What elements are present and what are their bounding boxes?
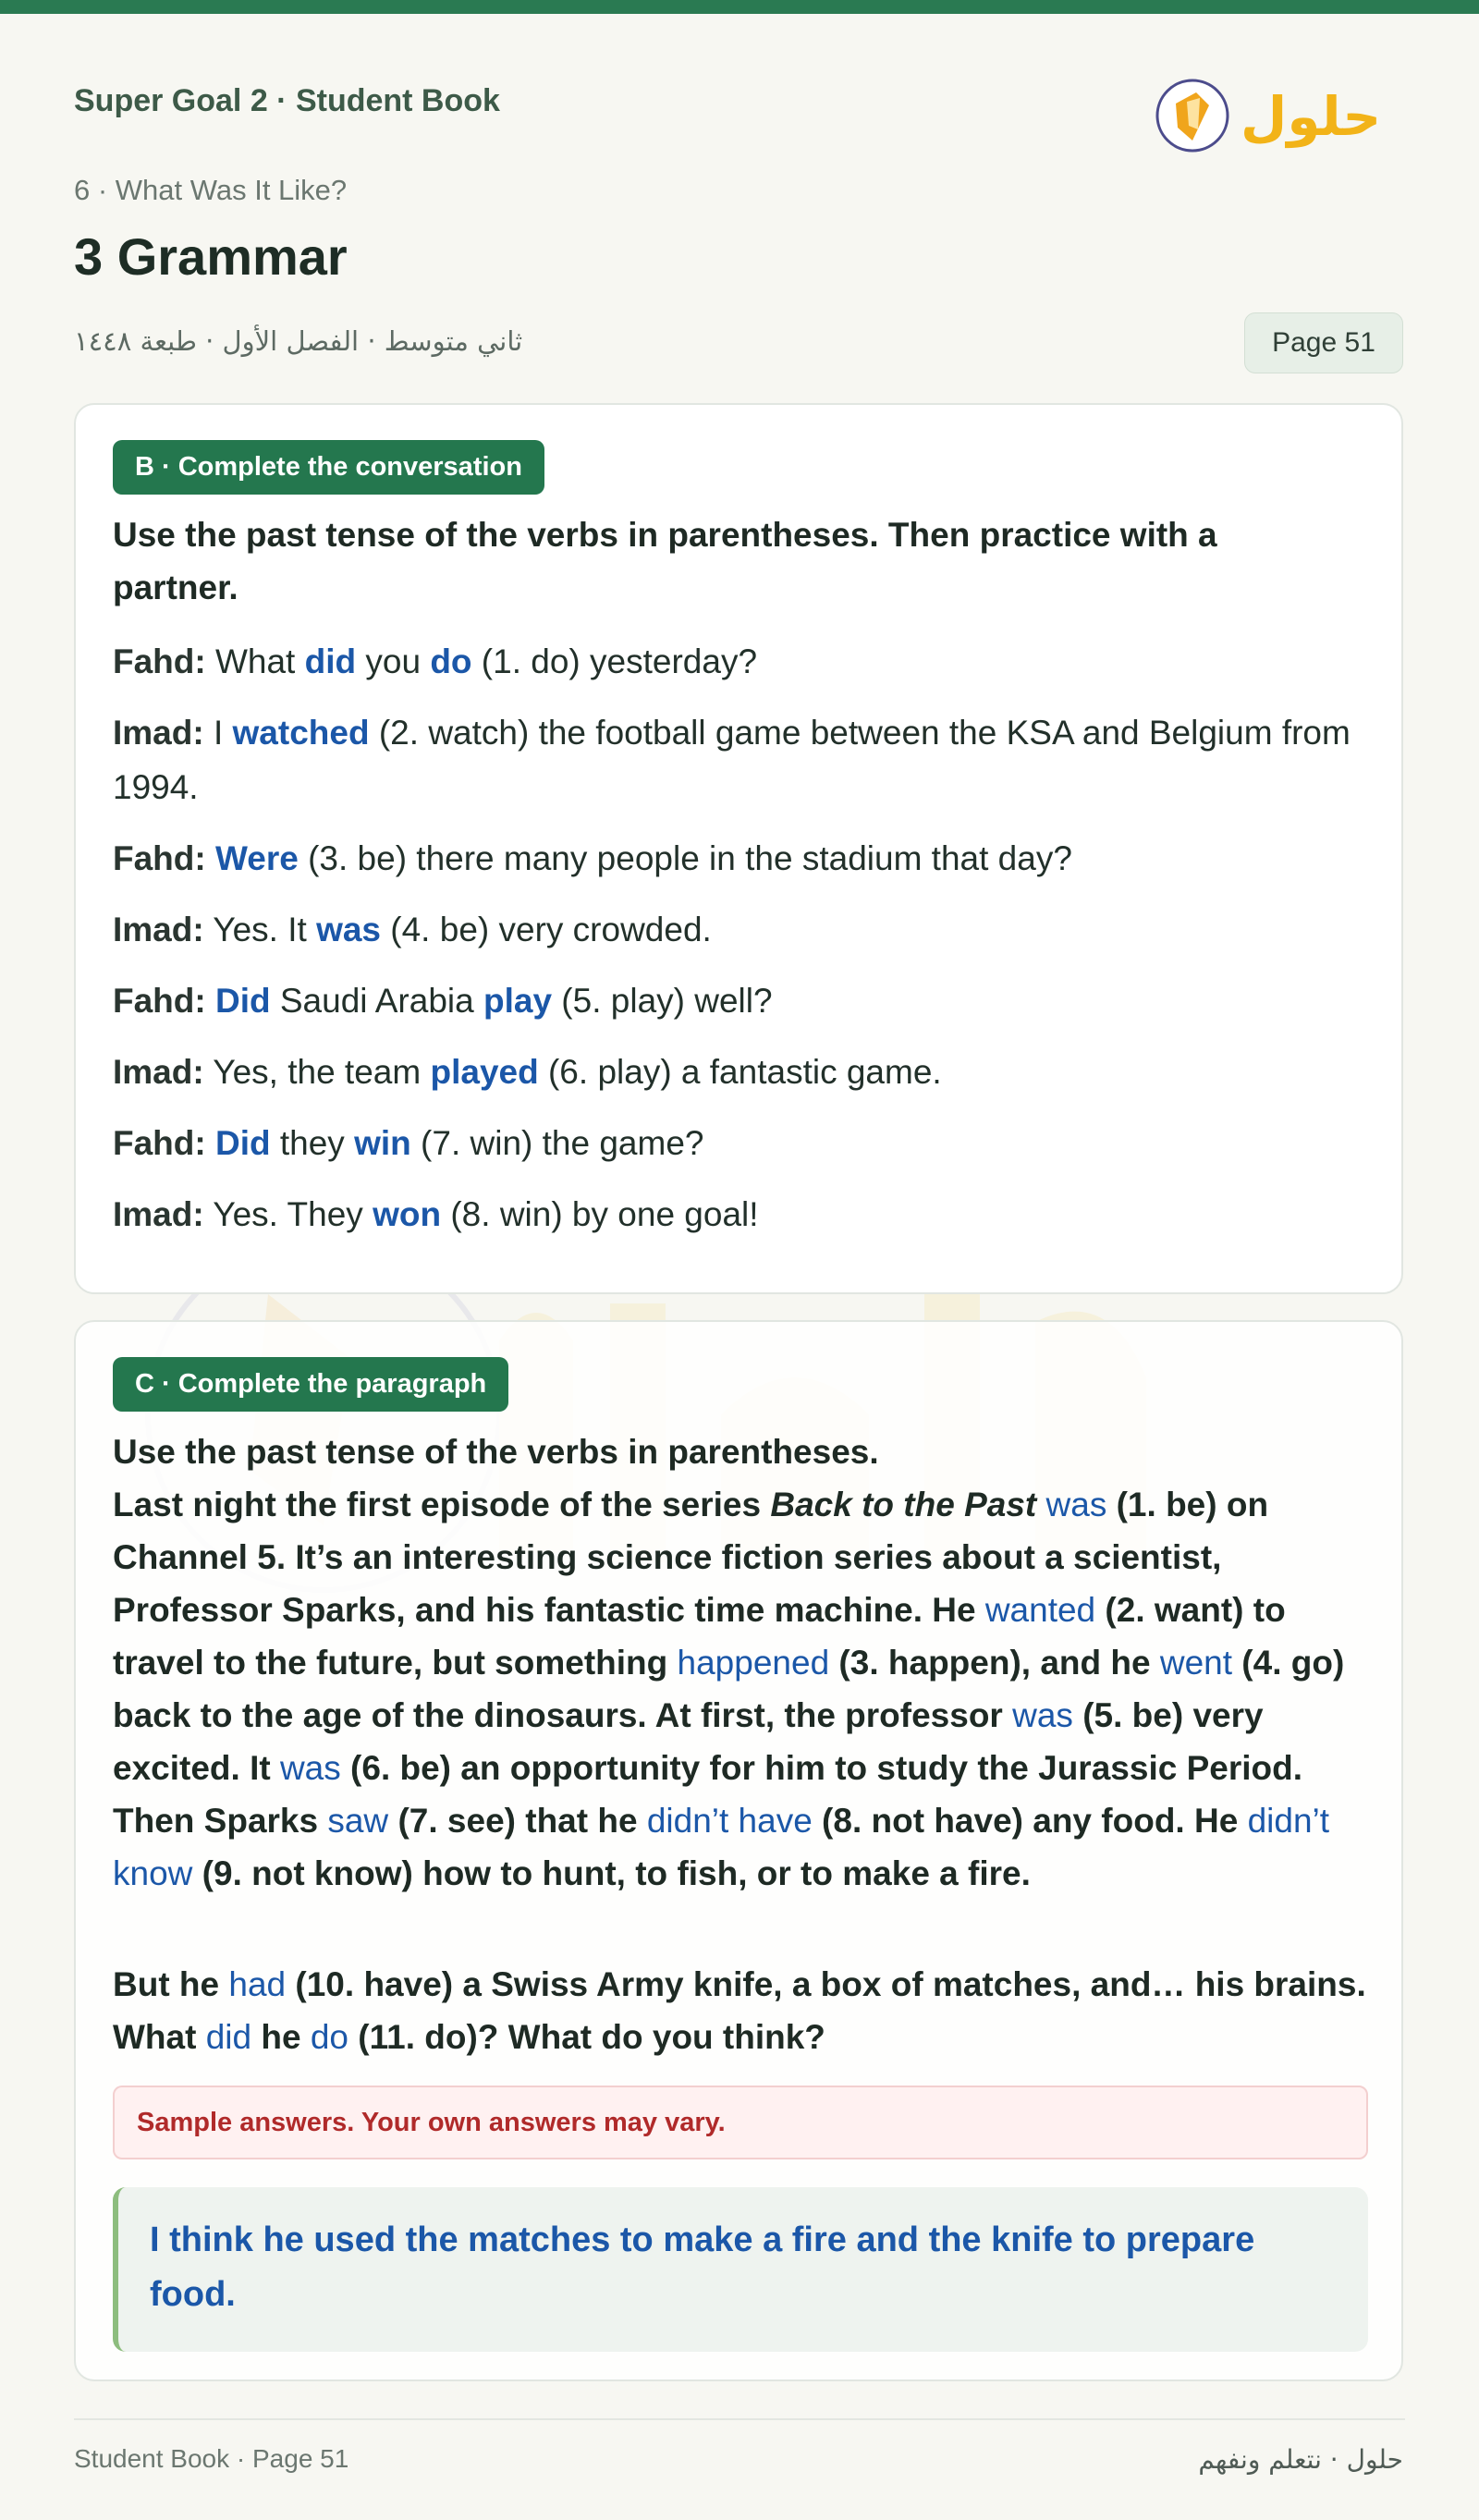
- section-c-instruction: Use the past tense of the verbs in parentheses.: [113, 1433, 879, 1471]
- sample-answers-note: Sample answers. Your own answers may vary.: [113, 2086, 1368, 2159]
- dialogue-line: Imad: Yes. It was (4. be) very crowded.: [113, 911, 712, 948]
- section-c-label: C · Complete the paragraph: [113, 1357, 508, 1412]
- section-b-label: B · Complete the conversation: [113, 440, 544, 495]
- svg-text:حلول: حلول: [1241, 85, 1382, 148]
- page-title: 3 Grammar: [74, 227, 348, 286]
- section-c-paragraph: Use the past tense of the verbs in parentheses. Last night the first episode of the series Back to the Past was (1. be) on Channel 5. It’s an interesting science fiction series about a scientist, Professor Sparks, and his fantastic time machine. He wanted (2. want) to travel to the future, but something happened (3. happen), and he went (4. go) back to the age of the dinosaurs. At first, the professor was (5. be) very excited. It was (6. be) an opportunity for him to study the Jurassic Period. Then Sparks saw (7. see) that he didn’t have (8. not have) any food. He didn’t know (9. not know) how to hunt, to fish, or to make a fire.: [113, 1433, 1345, 1892]
- section-b-instruction: Use the past tense of the verbs in parentheses. Then practice with a partner.: [113, 516, 1217, 606]
- page-header: [74, 83, 1405, 148]
- dialogue-line: Fahd: Were (3. be) there many people in the stadium that day?: [113, 839, 1072, 877]
- unit-label: 6 · What Was It Like?: [74, 174, 348, 206]
- section-b-card: [74, 403, 1403, 1294]
- page-badge: Page 51: [1244, 312, 1403, 373]
- section-c-paragraph-2: But he had (10. have) a Swiss Army knife, a box of matches, and… his brains. What did he do (11. do)? What do you think?: [113, 1965, 1366, 2056]
- top-accent-bar: [0, 0, 1479, 14]
- dialogue-line: Imad: Yes. They won (8. win) by one goal!: [113, 1195, 759, 1233]
- footer-brand: حلول · نتعلم ونفهم: [1198, 2444, 1403, 2475]
- book-title: Super Goal 2 · Student Book: [74, 83, 500, 118]
- dialogue-line: Imad: Yes, the team played (6. play) a fantastic game.: [113, 1053, 942, 1091]
- hulul-logo: [1155, 74, 1387, 157]
- footer-page-label: Student Book · Page 51: [74, 2444, 349, 2473]
- dialogue-line: Fahd: Did they win (7. win) the game?: [113, 1124, 704, 1162]
- sample-answer: I think he used the matches to make a fire and the knife to prepare food.: [113, 2187, 1368, 2352]
- dialogue-line: Fahd: What did you do (1. do) yesterday?: [113, 642, 758, 680]
- dialogue-line: Fahd: Did Saudi Arabia play (5. play) well?: [113, 982, 773, 1020]
- dialogue-line: Imad: I watched (2. watch) the football game between the KSA and Belgium from 1994.: [113, 714, 1351, 806]
- grade-meta: ثاني متوسط · الفصل الأول · طبعة ١٤٤٨: [74, 325, 523, 357]
- section-c-card: [74, 1320, 1403, 2381]
- footer-divider: [74, 2418, 1405, 2420]
